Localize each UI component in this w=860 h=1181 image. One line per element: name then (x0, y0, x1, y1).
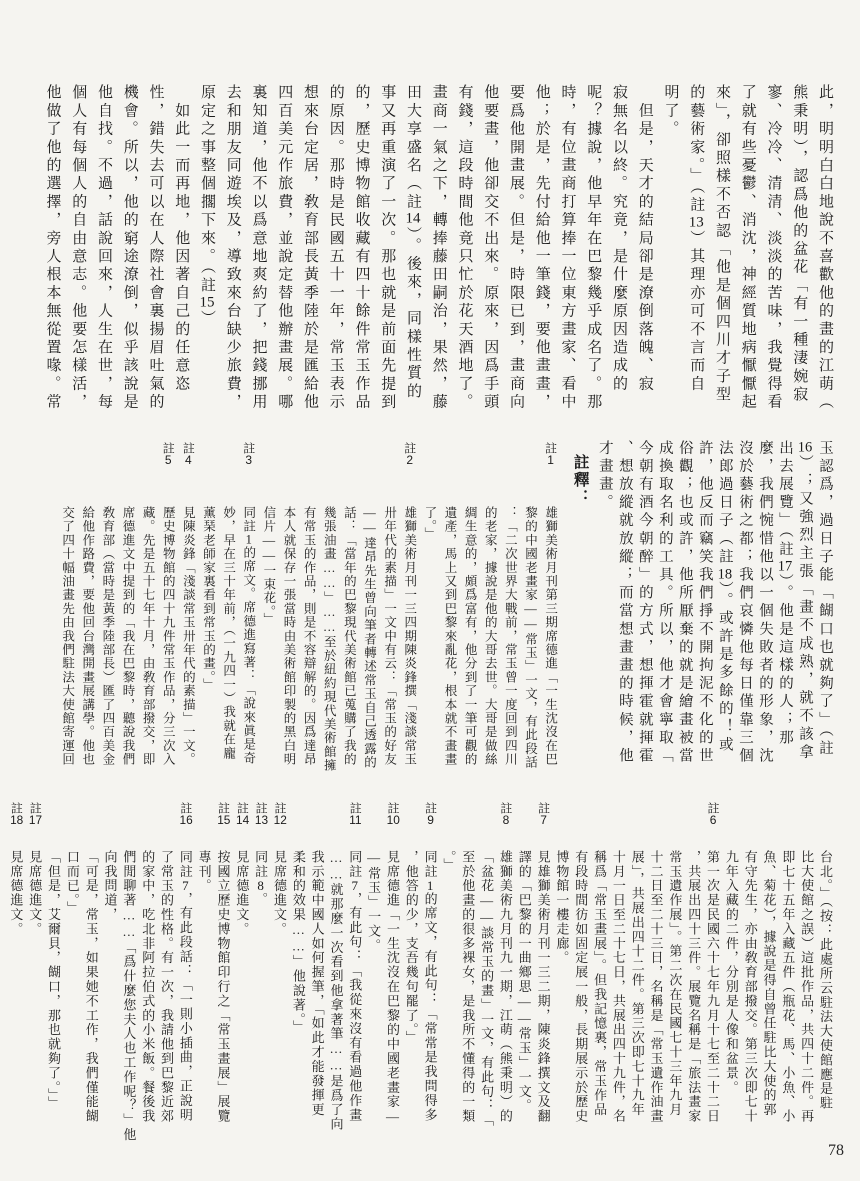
main-text-column: 但是，天才的結局卻是潦倒落魄、寂 (636, 84, 653, 394)
note-label: 註4 (181, 442, 196, 466)
note-text-column: 黎的中國老畫家——常玉」一文，有此段話 (523, 506, 538, 770)
note-text-column: 至於他畫的很多裸女，是我所不懂得的一類 (460, 850, 476, 1124)
main-text-column: 田大享盛名（註14）。後來，同樣性質的 (405, 84, 421, 401)
note-text-column: 有守先生，亦由敎育部撥交。第三次即七十 (742, 850, 758, 1124)
note-text-column: 見席德進文。 (271, 850, 287, 937)
main-text-column: 寂無名以終。究竟，是什麼原因造成的 (611, 84, 627, 394)
main-text-column: 明了。 (662, 84, 679, 139)
note-11 (291, 800, 361, 1152)
main-text-column: 如此一而再地，他因著自己的任意恣 (173, 84, 190, 394)
note-text-column: 展」，共展出四十二件。第三次即七十九年 (629, 850, 645, 1118)
note-text-column: 專刊。 (196, 850, 212, 894)
note-label: 註9 (423, 802, 438, 826)
main-text-column: 機會。所以，他的窮途潦倒，似乎該說是 (121, 84, 138, 412)
note-4 (181, 440, 194, 790)
main-text-column: 他要畫，他卻交不出來。原來，因爲手頭 (482, 84, 499, 412)
note-7 (517, 800, 549, 1152)
note-label: 註7 (536, 802, 551, 826)
main-text-column: 原定之事整個擱下來。（註15） (199, 84, 215, 329)
note-text-column: 「但是，艾爾貝，餬口，那也就夠了。」」 (46, 850, 62, 1111)
note-2 (262, 440, 416, 790)
note-text-column: 給他作路費，要他回台灣開畫展講學。他也 (80, 506, 95, 767)
note-label: 註16 (178, 802, 193, 826)
note-text-column: 十月一日至二十七日，共展出四十九件，名 (610, 850, 626, 1124)
main-text-column: 畫商一氣之下，轉捧藤田嗣治，果然，藤 (430, 84, 447, 412)
note-text-column: 同註1的席文。席德進寫著：「說來眞是奇 (241, 506, 256, 766)
main-text-column: 成換取名利的工具。所以，他才會寧取「 (656, 440, 673, 766)
note-text-column: 見席德進「一生沈沒在巴黎的中國老畫家— (384, 850, 400, 1126)
note-text-column: 幾張油畫……」……至於紐約現代美術館擁 (322, 506, 337, 773)
main-text-column: 許，他反而竊笑我們掙不開拘泥不化的世 (696, 440, 713, 766)
note-text-column: 藏。先是五十七年十月，由敎育部撥交，即 (141, 506, 156, 767)
note-text-column: 第一次是民國六十七年九月十七至二十二日 (705, 850, 721, 1124)
note-text-column: 本人就保存一張當時由美術館印製的黑白明 (281, 506, 296, 767)
main-text-column: 呢？據說，他早年在巴黎幾乎成名了。那 (585, 84, 602, 412)
note-text-column: ——達昂先生曾向筆者轉述常玉自己透露的 (362, 506, 377, 770)
main-text-column: 個人有每個人的自由意志。他要怎樣活， (70, 84, 87, 412)
main-text-column: 想來台定居，敎育部長黃季陸於是匯給他 (302, 84, 318, 412)
main-text-column: 熊秉明），認爲他的盆花「有一種淒婉寂 (791, 84, 808, 405)
note-text-column: 按國立歷史博物館印行之「常玉畫展」展覽 (215, 850, 231, 1124)
note-text-column: 了常玉的性格。有一次，我請他到巴黎近郊 (159, 850, 175, 1124)
note-label: 註8 (498, 802, 513, 826)
main-text-column: 他自找。不過，話說回來，人生在世，每 (96, 84, 112, 412)
main-text-column: 出去展覽」（註17）。他是這樣的人；那 (776, 440, 793, 748)
notes-heading: 註釋： (571, 454, 589, 507)
note-text-column: 信片——一束花。」 (261, 506, 276, 627)
note-15 (197, 800, 229, 1152)
note-text-column: 薰琹老師家裏看到常玉的畫。」 (201, 506, 216, 692)
note-label: 註3 (241, 442, 256, 466)
note-5-continuation (724, 800, 832, 1152)
note-text-column: 我示範中國人如何握筆，「如此才能發揮更 (309, 850, 325, 1118)
note-label: 註14 (235, 802, 250, 826)
note-text-column: 話：「當年的巴黎現代美術館已蒐購了我的 (342, 506, 357, 767)
main-text-column: 的原因。那時是民國五十一年，常玉表示 (327, 84, 344, 412)
note-text-column: 卅年代的素描」一文中有云：「常玉的好友 (382, 506, 397, 767)
note-text-column: 譯的「巴黎的一曲鄉思——常玉」一文。 (516, 850, 532, 1114)
main-text-column: 四百美元作旅費，並說定替他辦畫展。哪 (276, 84, 293, 412)
main-text-column: 的藝術家。」（註13）其理亦可不言而自 (688, 84, 705, 394)
note-label: 註18 (9, 802, 24, 826)
main-text-column: 來」，卻照樣不否認「他是個四川才子型 (714, 84, 730, 405)
main-text-column: 性，錯失去可以在人際社會裏揚眉吐氣的 (147, 84, 164, 412)
note-text-column: 見雄獅美術月刊一三二期，陳炎鋒撰文及翻 (535, 850, 551, 1124)
note-13 (254, 800, 268, 1152)
main-text-column: 他；於是，先付給他一筆錢，要他畫畫， (533, 84, 550, 412)
note-3 (201, 440, 254, 790)
note-text-column: ，他答的少，支吾幾句罷了。」 (403, 850, 419, 1046)
note-label: 註13 (254, 802, 269, 826)
note-text-column: 有段時間彷如固定展一般，長期展示於歷史 (573, 850, 589, 1124)
note-5 (60, 440, 174, 790)
main-text-column: 有錢，這段時間他竟只忙於花天酒地了。 (456, 84, 473, 412)
note-text-column: ，共展出四十三件。展覽名稱是「旅法畫家 (686, 850, 702, 1124)
main-text-column: 去和朋友同遊埃及，導致來台缺少旅費， (224, 84, 241, 412)
note-label: 註5 (161, 442, 176, 466)
note-text-column: 見席德進文。 (27, 850, 43, 937)
main-text-column: 裏知道，他不以爲意地爽約了，把錢挪用 (250, 84, 267, 412)
note-10 (366, 800, 398, 1152)
note-text-column: 「盆花——談常玉的畫」一文，有此句：「 (479, 850, 495, 1128)
note-text-column: 了。」 (422, 506, 437, 541)
main-text-column: 事又再重演了一次。那也就是前面先提到 (379, 84, 396, 412)
note-text-column: 同註7，有此句：「我從來沒有看過他作畫 (347, 850, 363, 1123)
main-text-column: 麼，我們惋惜他以一個失敗者的形象，沈 (756, 440, 773, 766)
main-text-block-continued (597, 440, 832, 790)
note-text-column: 口而已。」 (64, 850, 80, 916)
note-text-column: 見陳炎鋒「淺談常玉卅年代的素描」一文。 (181, 506, 196, 767)
main-text-column: 的，歷史博物館收藏有四十餘件常玉作品 (353, 84, 370, 412)
note-14 (235, 800, 249, 1152)
bottom-band (8, 800, 833, 1152)
note-9 (404, 800, 436, 1152)
main-text-column: 今朝有酒今朝醉」的方式，想揮霍就揮霍 (636, 440, 653, 766)
note-6 (555, 800, 719, 1152)
note-text-column: 同註7，有此段話：「一則小插曲，正說明 (177, 850, 193, 1123)
note-text-column: 妙，早在三十年前，（一九四一）我就在龐 (221, 506, 236, 761)
note-text-column: 們閒聊著……「爲什麼您夫人也工作呢？」他 (121, 850, 137, 1142)
note-text-column: 雄獅美術月刊一三四期陳炎鋒撰「淺談常玉 (402, 506, 417, 767)
main-text-column: 玉認爲，過日子能「餬口也就夠了」（註 (817, 440, 833, 759)
note-text-column: 雄獅美術月刊第三期席德進「一生沈沒在巴 (543, 506, 558, 767)
middle-band (28, 440, 832, 790)
note-text-column: 魚、菊花），據說是得自曾任駐比大使的郭 (761, 850, 777, 1118)
main-text-column: 俗觀；也或許，他所厭棄的就是繪畫被當 (676, 440, 693, 766)
note-label: 註12 (272, 802, 287, 826)
main-text-column: 他做了他的選擇，旁人根本無從置喙。常 (44, 84, 61, 412)
note-text-column: 綢生意的，頗爲富有，他分到了一筆可觀的 (463, 506, 478, 767)
note-text-column: 稱爲「常玉畫展」。但我記憶裏，常玉作品 (592, 850, 608, 1118)
note-text-column: —常玉」一文。 (366, 850, 382, 953)
note-17 (28, 800, 42, 1152)
note-text-column: 比大使館之誤）這批作品，共四十二件。再 (799, 850, 815, 1124)
note-text-column: 歷史博物館的四十九件常玉作品，分三次入 (161, 506, 176, 767)
note-text-column: 的家中，吃北非阿拉伯式的小米飯。餐後我 (140, 850, 156, 1124)
note-text-column: 同註1的席文，有此句：「常常是我問得多 (422, 850, 438, 1123)
main-text-column: 法郎過日子（註18）。或許是多餘的！或 (716, 440, 733, 755)
note-12 (272, 800, 286, 1152)
note-text-column: 常玉遺作展」。第二次在民國七十三年九月 (667, 850, 683, 1118)
note-8 (442, 800, 512, 1152)
main-text-column: 此，明明白白地說不喜歡他的畫的江萌（ (817, 84, 833, 412)
note-label: 註6 (706, 802, 721, 826)
main-text-column: 、想放縱就放縱；而當想畫畫的時候，他 (616, 440, 633, 766)
note-text-column: 向我問道， (102, 850, 118, 922)
main-text-column: 寥、冷冷、清清、淡淡的苦味，我覺得看 (765, 84, 782, 412)
note-label: 註17 (28, 802, 43, 826)
note-text-column: 台北。」（按：此處所云駐法大使館應是駐 (818, 850, 833, 1111)
note-16 (46, 800, 191, 1152)
note-18 (9, 800, 23, 1152)
main-text-column: 要爲他開畫展。但是，時限已到，畫商向 (508, 84, 524, 412)
main-text-column: 16）；又強烈主張「畫不成熟，就不該拿 (796, 440, 813, 763)
note-text-column: 遺產，馬上又到巴黎來亂花，根本就不畫畫 (442, 506, 457, 767)
note-text-column: ……就那麼一次看到他拿著筆……是爲了向 (328, 850, 344, 1132)
note-text-column: 。」 (441, 850, 457, 873)
note-text-column: 博物館一樓走廊。 (554, 850, 570, 966)
main-text-column: 了就有些憂鬱、消沈，神經質地病懨懨起 (739, 84, 756, 412)
note-label: 註10 (385, 802, 400, 826)
note-text-column: 敎育部（當時是黃季陸部長）匯了四百美金 (100, 506, 115, 767)
note-text-column: 「可是，常玉，如果她不工作，我們僅能餬 (83, 850, 99, 1124)
note-text-column: 九年入藏的二件，分別是人像和盆景。 (723, 850, 739, 1095)
note-label: 註15 (216, 802, 231, 826)
note-1 (423, 440, 557, 790)
note-text-column: 的老家，據說是他的大哥去世。大哥是做絲 (483, 506, 498, 767)
main-text-column: 沒於藝術之都；我們哀憐他每日僅靠三個 (736, 440, 753, 766)
main-text-column: 時，有位畫商打算捧一位東方畫家、看中 (559, 84, 576, 412)
main-text-block-top (30, 84, 832, 430)
note-text-column: 交了四十幅油畫先由我們駐法大使館寄運回 (60, 506, 75, 767)
note-text-column: 柔和的效果……」他說著。」 (290, 850, 306, 1035)
note-text-column: 有常玉的作品，則是不容辯解的。因爲達昂 (302, 506, 317, 767)
note-text-column: 見席德進文。 (234, 850, 250, 937)
note-text-column: 席德進文中提到的「我在巴黎時，聽說我們 (120, 506, 135, 767)
main-text-column: 才畫畫。 (596, 440, 613, 513)
note-text-column: 十二日至二十三日，名稱是「常玉遺作油畫 (648, 850, 664, 1124)
note-text-column: ：「二次世界大戰前，常玉曾一度回到四川 (503, 506, 518, 767)
note-text-column: 同註8。 (253, 850, 269, 907)
note-text-column: 見席德進文。 (8, 850, 24, 937)
note-text-column: 雄獅美術九月刊九一期，江萌（熊秉明）的 (497, 850, 513, 1124)
note-label: 註2 (402, 442, 417, 466)
note-text-column: 即七十五年入藏五件（瓶花、馬、小魚、小 (780, 850, 796, 1124)
page-number: 78 (828, 1142, 844, 1159)
note-label: 註11 (348, 802, 363, 826)
note-label: 註1 (543, 442, 558, 466)
